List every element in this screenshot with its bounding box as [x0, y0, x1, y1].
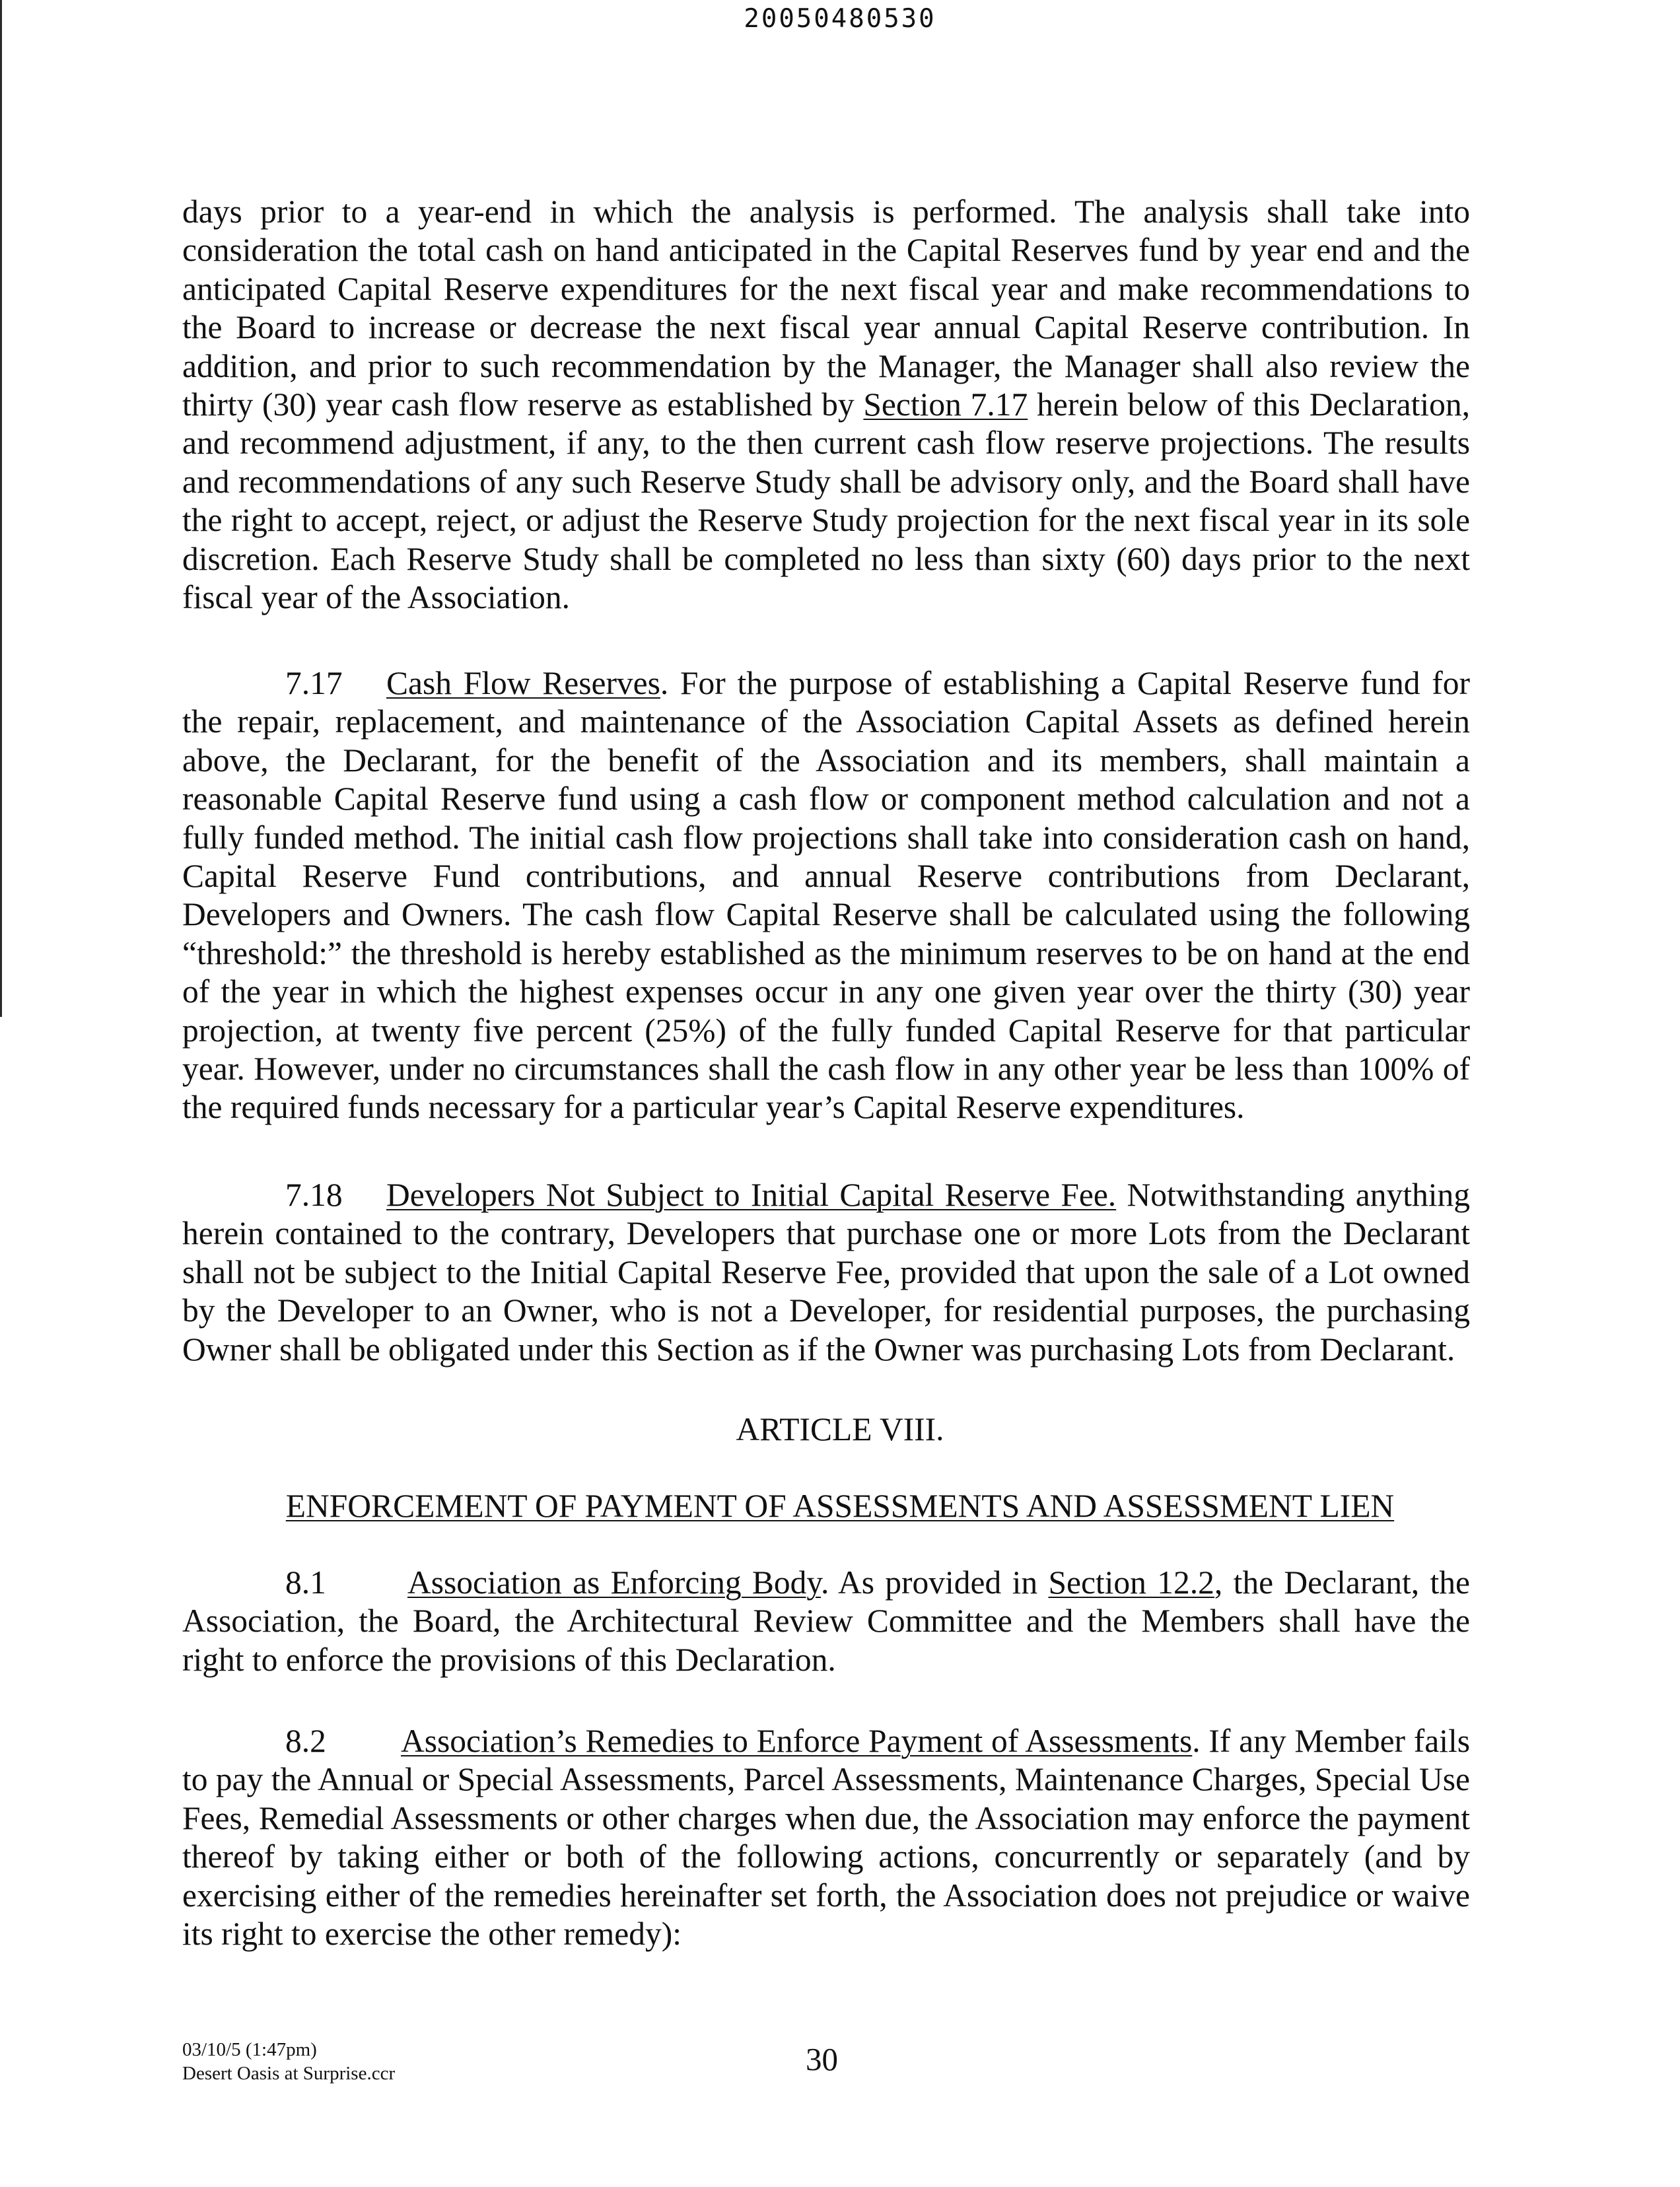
- section-8-2: 8.2 Association’s Remedies to Enforce Payment of Assessments. If any Member fails to pay the Annual or Special Assessments, Parcel Assessments, Maintenance Charges, Special Use Fees, Remedial Assessments or other charges when due, the Association may enforce the payment thereof by taking either or both of the following actions, concurrently or separately (and by exercising either of the remedies hereinafter set forth, the Association does not prejudice or waive its right to exercise the other remedy):: [182, 1723, 1470, 1953]
- section-7-18: 7.18 Developers Not Subject to Initial Capital Reserve Fee. Notwithstanding anything herein contained to the contrary, Developers that purchase one or more Lots from the Declarant shall not be subject to the Initial Capital Reserve Fee, provided that upon the sale of a Lot owned by the Developer to an Owner, who is not a Developer, for residential purposes, the purchasing Owner shall be obligated under this Section as if the Owner was purchasing Lots from Declarant.: [182, 1177, 1471, 1368]
- section-number: 8.2: [285, 1723, 326, 1759]
- section-title: Association’s Remedies to Enforce Payment of Assessments: [401, 1723, 1193, 1759]
- section-title: Developers Not Subject to Initial Capital Reserve Fee.: [386, 1177, 1117, 1213]
- section-8-1: 8.1 Association as Enforcing Body. As provided in Section 12.2, the Declarant, the Association, the Board, the Architectural Review Committee and the Members shall have the right to enforce the provisions of this Declaration.: [182, 1564, 1470, 1678]
- section-number: 7.18: [285, 1177, 343, 1213]
- document-number: 20050480530: [744, 4, 936, 34]
- section-number: 8.1: [285, 1564, 326, 1601]
- section-7-17: 7.17 Cash Flow Reserves. For the purpose of establishing a Capital Reserve fund for the repair, replacement, and maintenance of the Association Capital Assets as defined herein above, the Declarant, for the benefit of the Association and its members, shall maintain a reasonable Capital Reserve fund using a cash flow or component method calculation and not a fully funded method. The initial cash flow projections shall take into consideration cash on hand, Capital Reserve Fund contributions, and annual Reserve contributions from Declarant, Developers and Owners. The cash flow Capital Reserve shall be calculated using the following “threshold:” the threshold is hereby established as the minimum reserves to be on hand at the end of the year in which the highest expenses occur in any one given year over the thirty (30) year projection, at twenty five percent (25%) of the fully funded Capital Reserve for that particular year. However, under no circumstances shall the cash flow in any other year be less than 100% of the required funds necessary for a particular year’s Capital Reserve expenditures.: [182, 665, 1471, 1126]
- section-title: Association as Enforcing Body: [407, 1564, 821, 1601]
- footer-file-info: [182, 2038, 395, 2085]
- section-title: Cash Flow Reserves: [386, 665, 660, 701]
- scan-left-edge: [0, 0, 2, 1017]
- section-12-2-reference[interactable]: Section 12.2: [1048, 1564, 1214, 1601]
- section-number: 7.17: [285, 665, 343, 701]
- page-number: 30: [806, 2041, 838, 2077]
- footer-filename: Desert Oasis at Surprise.ccr: [182, 2063, 396, 2084]
- article-title: ENFORCEMENT OF PAYMENT OF ASSESSMENTS AND ASSESSMENT LIEN: [285, 1488, 1395, 1524]
- article-heading: ARTICLE VIII.: [736, 1411, 944, 1447]
- section-7-17-reference[interactable]: Section 7.17: [863, 386, 1028, 423]
- footer-date: 03/10/5 (1:47pm): [182, 2039, 317, 2060]
- paragraph-reserve-study-continued: days prior to a year-end in which the analysis is performed. The analysis shall take into consideration the total cash on hand anticipated in the Capital Reserves fund by year end and the anticipated Capital Reserve expenditures for the next fiscal year and make recommendations to the Board to increase or decrease the next fiscal year annual Capital Reserve contribution. In addition, and prior to such recommendation by the Manager, the Manager shall also review the thirty (30) year cash flow reserve as established by Section 7.17 herein below of this Declaration, and recommend adjustment, if any, to the then current cash flow reserve projections. The results and recommendations of any such Reserve Study shall be advisory only, and the Board shall have the right to accept, reject, or adjust the Reserve Study projection for the next fiscal year in its sole discretion. Each Reserve Study shall be completed no less than sixty (60) days prior to the next fiscal year of the Association.: [182, 193, 1470, 616]
